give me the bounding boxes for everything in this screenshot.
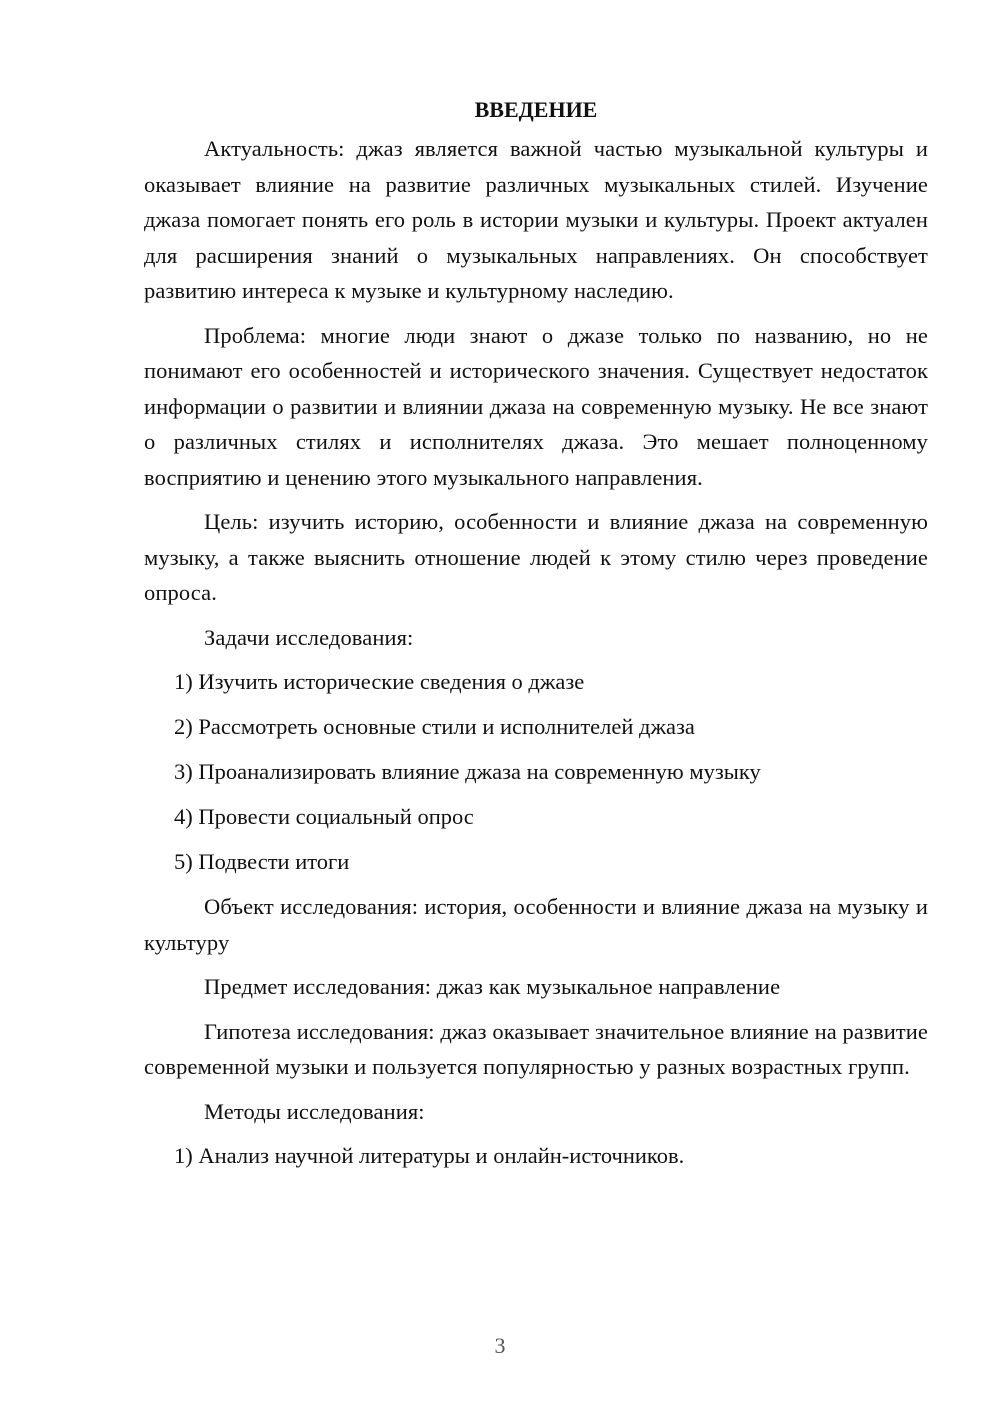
task-item: 5) Подвести итоги — [174, 849, 350, 874]
task-item: 4) Провести социальный опрос — [174, 804, 474, 829]
methods-heading: Методы исследования: — [204, 1098, 425, 1124]
problem-paragraph: Проблема: многие люди знают о джазе только по названию, но не понимают его особенностей и исторического значения. Существует недостаток информации о развитии и влиянии джаза на современную музыку. Не все знают о различных стилях и исполнителях джаза. Это мешает полноценному восприятию и ценению этого музыкального направления. — [144, 322, 928, 490]
task-item: 2) Рассмотреть основные стили и исполнителей джаза — [174, 714, 695, 739]
subject-paragraph: Предмет исследования: джаз как музыкальное направление — [204, 974, 781, 999]
tasks-heading: Задачи исследования: — [204, 624, 414, 650]
hypothesis-paragraph: Гипотеза исследования: джаз оказывает значительное влияние на развитие современной музыки и пользуется популярностью у разных возрастных групп. — [144, 1018, 928, 1079]
task-item: 1) Изучить исторические сведения о джазе — [174, 669, 585, 694]
task-item: 3) Проанализировать влияние джаза на современную музыку — [174, 759, 761, 784]
object-paragraph: Объект исследования: история, особенности и влияние джаза на музыку и культуру — [144, 894, 928, 955]
goal-paragraph: Цель: изучить историю, особенности и влияние джаза на современную музыку, а также выяснить отношение людей к этому стилю через проведение опроса. — [144, 509, 928, 605]
document-page — [144, 92, 928, 1183]
relevance-paragraph: Актуальность: джаз является важной частью музыкальной культуры и оказывает влияние на развитие различных музыкальных стилей. Изучение джаза помогает понять его роль в истории музыки и культуры. Проект актуален для расширения знаний о музыкальных направлениях. Он способствует развитию интереса к музыке и культурному наследию. — [144, 136, 928, 303]
section-title: ВВЕДЕНИЕ — [474, 97, 598, 122]
method-item: 1) Анализ научной литературы и онлайн-источников. — [174, 1143, 685, 1168]
page-number: 3 — [494, 1333, 506, 1358]
